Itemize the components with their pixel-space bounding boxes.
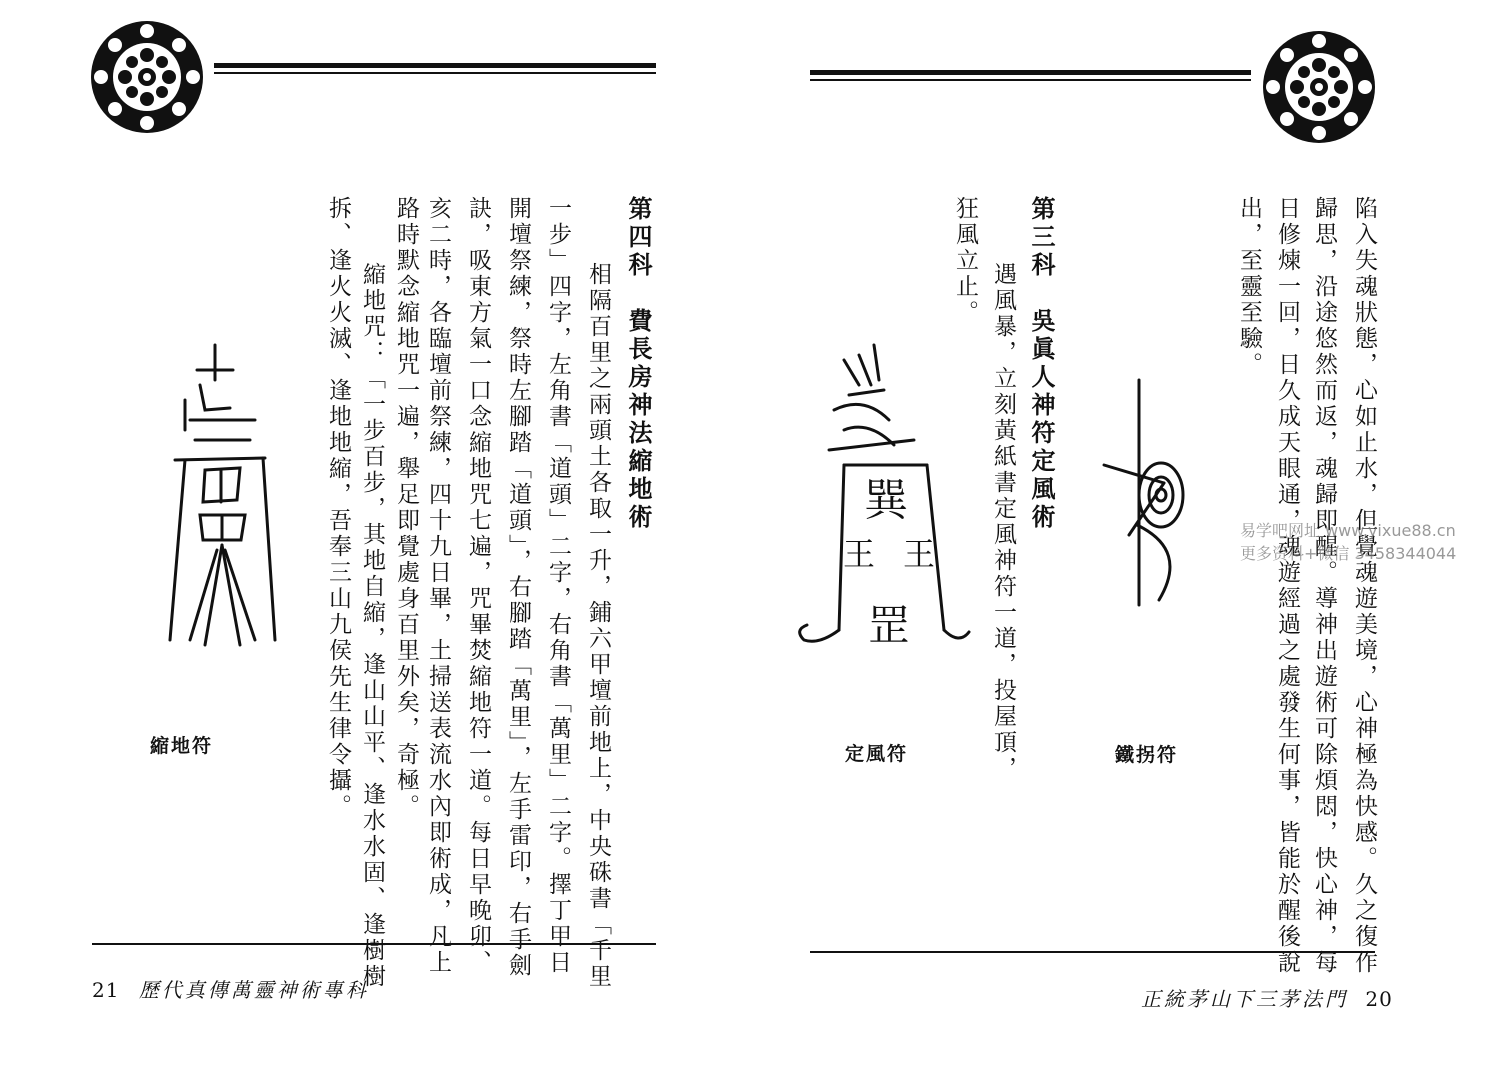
section-heading: 第三科 吳眞人神符定風術 bbox=[1027, 196, 1056, 532]
talisman-caption: 縮地符 bbox=[150, 735, 214, 757]
book-title: 正統茅山下三茅法門 bbox=[1141, 987, 1348, 1011]
body-column: 陷入失魂狀態，心如止水，但覺魂遊美境，心神極為快感。久之復作 bbox=[1351, 196, 1377, 976]
body-column: 拆、逢火火滅、逢地地縮，吾奉三山九侯先生律令攝。 bbox=[325, 196, 351, 820]
body-column: 開壇祭練，祭時左腳踏「道頭」，右腳踏「萬里」，左手雷印，右手劍 bbox=[505, 196, 531, 979]
suodi-talisman bbox=[145, 340, 285, 660]
body-column: 遇風暴，立刻黃紙書定風神符一道，投屋頂， bbox=[990, 236, 1016, 782]
tieguai-talisman bbox=[1099, 375, 1219, 615]
footer-rule bbox=[92, 943, 656, 945]
watermark-line: 更多资料+微信 3458344044 bbox=[1240, 544, 1457, 563]
header-rule bbox=[214, 63, 656, 68]
book-title: 歷代真傳萬靈神術專科 bbox=[138, 978, 369, 1002]
body-column: 訣，吸東方氣一口念縮地咒七遍，咒畢焚縮地符一道。每日早晚卯、 bbox=[465, 196, 491, 976]
body-column: 出，至靈至驗。 bbox=[1236, 196, 1262, 378]
lotus-rosette-icon bbox=[1259, 27, 1379, 147]
body-column: 日修煉一回，日久成天眼通，魂遊經過之處發生何事，皆能於醒後說 bbox=[1274, 196, 1300, 976]
watermark bbox=[1240, 518, 1456, 564]
body-column: 歸思，沿途悠然而返，魂歸即醒。導神出遊術可除煩悶，快心神，每 bbox=[1311, 196, 1337, 976]
dingfeng-talisman bbox=[789, 340, 984, 670]
lotus-rosette-icon bbox=[87, 17, 207, 137]
talisman-caption: 鐵拐符 bbox=[1115, 744, 1179, 766]
body-column: 路時默念縮地咒一遍，舉足即覺處身百里外矣，奇極。 bbox=[393, 196, 419, 820]
page-number: 20 bbox=[1365, 987, 1393, 1011]
body-column: 相隔百里之兩頭土各取一升，鋪六甲壇前地上，中央硃書「千里 bbox=[585, 236, 611, 990]
talisman-glyph: 巽 bbox=[864, 476, 908, 525]
watermark-line: 易学吧网址 www.yixue88.cn bbox=[1240, 521, 1456, 540]
talisman-glyph: 罡 bbox=[867, 604, 911, 650]
body-column: 狂風立止。 bbox=[952, 196, 978, 326]
talisman-glyph: 王 bbox=[902, 536, 936, 572]
page-footer bbox=[1141, 983, 1393, 1012]
body-column: 縮地咒：「一步百步，其地自縮，逢山山平、逢水水固、逢樹樹 bbox=[359, 236, 385, 990]
header-rule bbox=[810, 70, 1251, 75]
talisman-caption: 定風符 bbox=[845, 743, 909, 765]
page-number: 21 bbox=[92, 978, 120, 1002]
talisman-glyph: 王 bbox=[842, 536, 876, 572]
header-rule-secondary bbox=[214, 72, 656, 74]
section-heading: 第四科 費長房神法縮地術 bbox=[624, 196, 653, 532]
body-column: 亥二時，各臨壇前祭練，四十九日畢，土掃送表流水內即術成，凡上 bbox=[425, 196, 451, 976]
page-footer bbox=[92, 974, 369, 1003]
header-rule-secondary bbox=[810, 79, 1251, 81]
body-column: 一步」四字，左角書「道頭」二字，右角書「萬里」二字。擇丁甲日 bbox=[545, 196, 571, 976]
footer-rule bbox=[810, 951, 1375, 953]
